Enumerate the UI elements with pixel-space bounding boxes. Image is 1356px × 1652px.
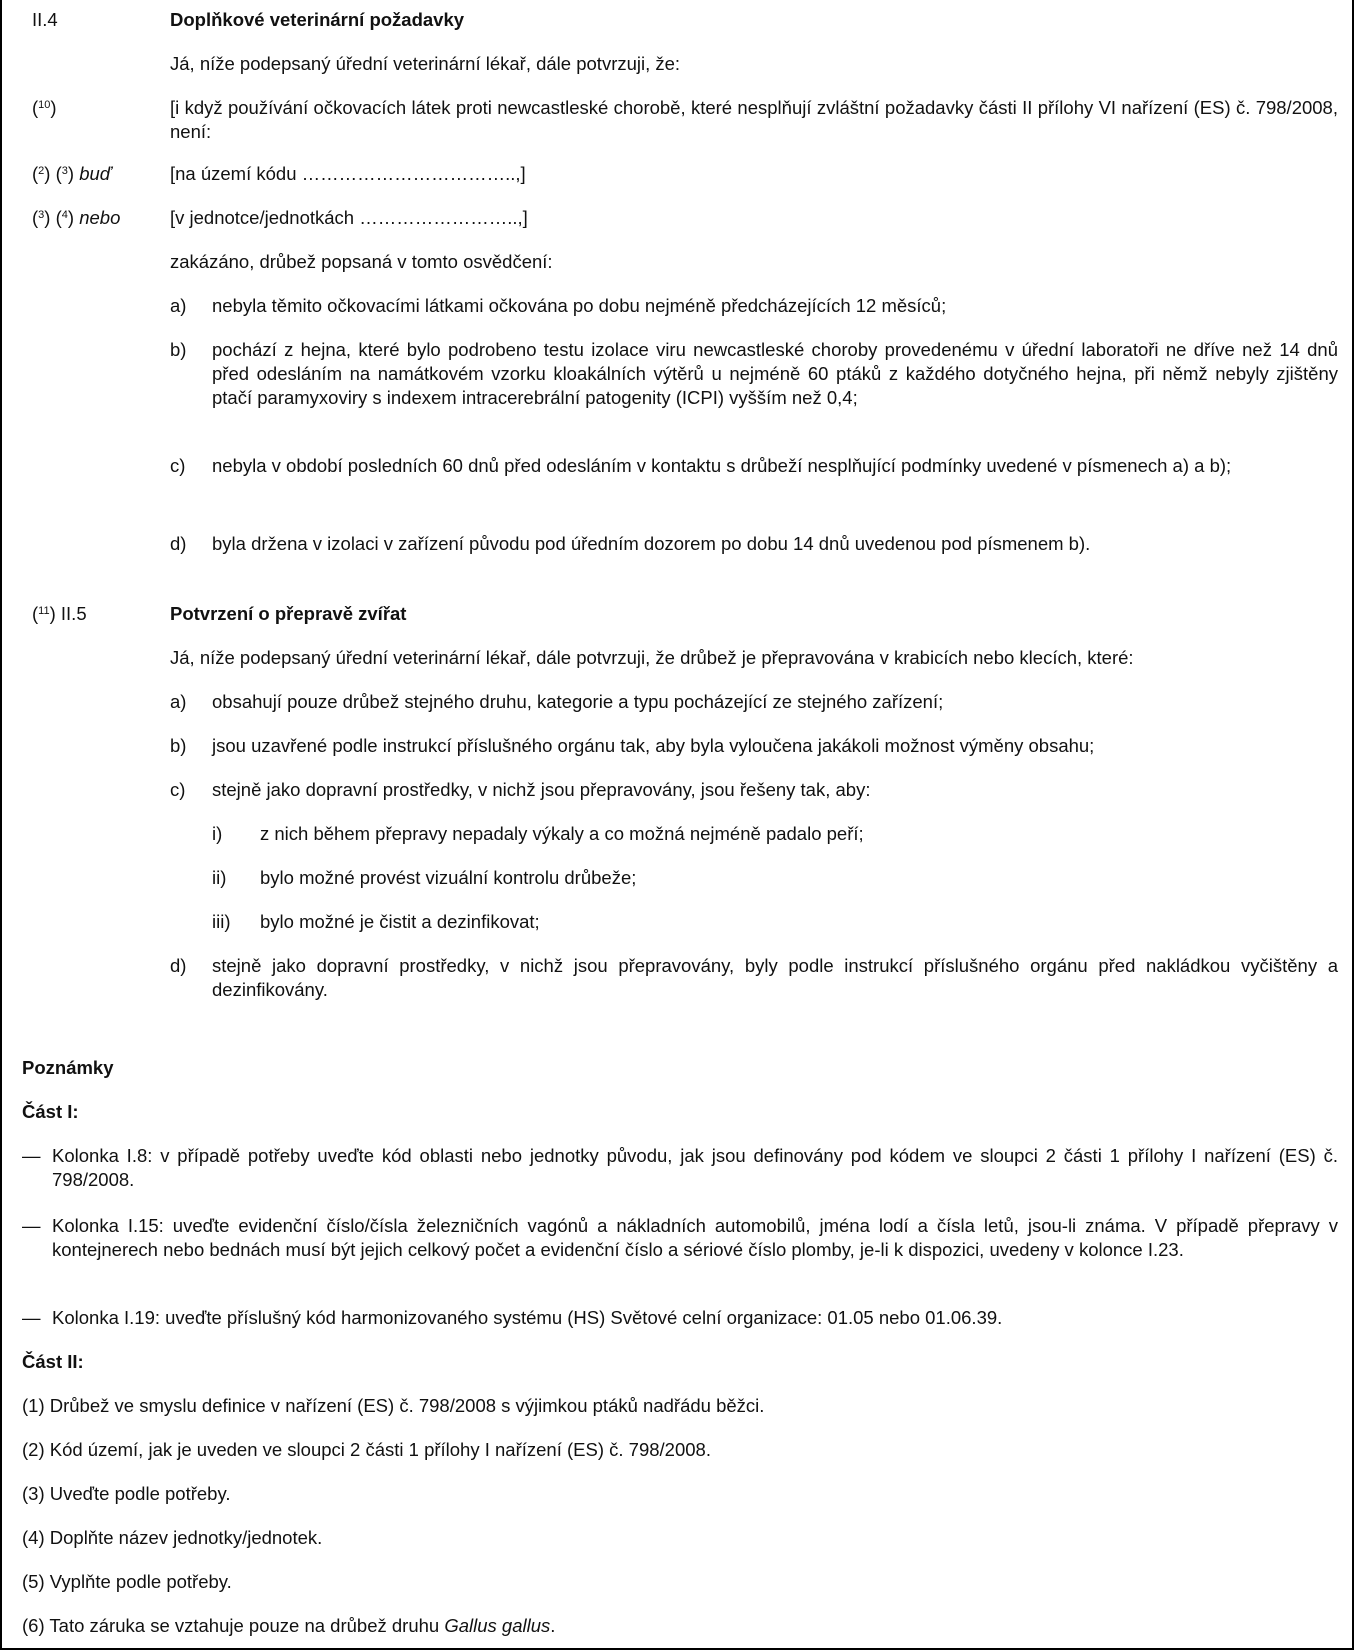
option-label: ($^3$) ($^4$) nebo: [32, 207, 121, 228]
section-intro: Já, níže podepsaný úřední veterinární lékař, dále potvrzuji, že:: [170, 53, 681, 74]
footnote-item: (5) Vyplňte podle potřeby.: [22, 1571, 232, 1592]
option-text: [v jednotce/jednotkách ……………………..,]: [170, 207, 528, 228]
footnote-item: (4) Doplňte název jednotky/jednotek.: [22, 1527, 323, 1548]
footnote-item: (1) Drůbež ve smyslu definice v nařízení (ES) č. 798/2008 s výjimkou ptáků nadřádu běžci.: [22, 1395, 765, 1416]
note-item: — Kolonka I.19: uveďte příslušný kód harmonizovaného systému (HS) Světové celní organizace: 01.05 nebo 01.06.39.: [22, 1307, 1003, 1328]
sub-list-item: iii) bylo možné je čistit a dezinfikovat;: [212, 911, 540, 932]
lead-text: zakázáno, drůbež popsaná v tomto osvědčení:: [170, 251, 553, 272]
list-item: c) nebyla v období posledních 60 dnů před odesláním v kontaktu s drůbeží nesplňující podmínky uvedené v písmenech a) a b);: [170, 455, 1232, 476]
list-item: d) byla držena v izolaci v zařízení původu pod úředním dozorem po dobu 14 dnů uvedenou pod písmenem b).: [170, 533, 1091, 554]
section-title: Potvrzení o přepravě zvířat: [170, 603, 407, 624]
footnote-item: (2) Kód území, jak je uveden ve sloupci 2 části 1 přílohy I nařízení (ES) č. 798/2008.: [22, 1439, 711, 1460]
list-item: a) obsahují pouze drůbež stejného druhu, kategorie a typu pocházející ze stejného zařízení;: [170, 691, 944, 712]
footnote-reference: ($^{10}$): [32, 97, 57, 118]
section-number: II.4: [32, 9, 58, 30]
list-item: a) nebyla těmito očkovacími látkami očkována po dobu nejméně předcházejících 12 měsíců;: [170, 295, 947, 316]
part-heading: Část I:: [22, 1101, 79, 1122]
sub-list-item: ii) bylo možné provést vizuální kontrolu drůbeže;: [212, 867, 637, 888]
list-item: b) pochází z hejna, které bylo podrobeno testu izolace viru newcastleské choroby provedenému v úřední laboratoři ne dříve než 14 dnů před odesláním na namátkovém vzorku kloakálních výtěrů u nejméně 60 ptáků z každého dotyčného hejna, při němž nebyly zjištěny ptačí paramyxoviry s indexem intracerebrální patogenity (ICPI) vyšším než 0,4;: [170, 339, 1338, 408]
notes-heading: Poznámky: [22, 1057, 114, 1078]
list-item: b) jsou uzavřené podle instrukcí příslušného orgánu tak, aby byla vyloučena jakákoli možnost výměny obsahu;: [170, 735, 1095, 756]
section-number: ($^{11}$) II.5: [32, 603, 87, 624]
part-heading: Část II:: [22, 1351, 84, 1372]
footnote-item: (3) Uveďte podle potřeby.: [22, 1483, 231, 1504]
option-text: [na území kódu ……………………………..,]: [170, 163, 526, 184]
list-item: c) stejně jako dopravní prostředky, v nichž jsou přepravovány, jsou řešeny tak, aby:: [170, 779, 871, 800]
section-title: Doplňkové veterinární požadavky: [170, 9, 465, 30]
sub-list-item: i) z nich během přepravy nepadaly výkaly a co možná nejméně padalo peří;: [212, 823, 864, 844]
option-label: ($^2$) ($^3$) buď: [32, 163, 112, 184]
note-item: — Kolonka I.8: v případě potřeby uveďte kód oblasti nebo jednotky původu, jak jsou definovány pod kódem ve sloupci 2 části 1 přílohy I nařízení (ES) č. 798/2008.: [22, 1145, 1338, 1190]
list-item: d) stejně jako dopravní prostředky, v nichž jsou přepravovány, byly podle instrukcí příslušného orgánu před nakládkou vyčištěny a dezinfikovány.: [170, 955, 1338, 1000]
note-item: — Kolonka I.15: uveďte evidenční číslo/čísla železničních vagónů a nákladních automobilů, jména lodí a čísla letů, jsou-li známa. V případě přepravy v kontejnerech nebo bednách musí být jejich celkový počet a evidenční číslo a sériové číslo plomby, je-li k dispozici, uvedeny v kolonce I.23.: [22, 1215, 1338, 1260]
condition-text: [i když používání očkovacích látek proti newcastleské chorobě, které nesplňují zvláštní požadavky části II přílohy VI nařízení (ES) č. 798/2008, není:: [170, 97, 1338, 142]
footnote-item: (6) Tato záruka se vztahuje pouze na drůbež druhu Gallus gallus.: [22, 1615, 556, 1636]
section-intro: Já, níže podepsaný úřední veterinární lékař, dále potvrzuji, že drůbež je přepravována v krabicích nebo klecích, které:: [170, 647, 1134, 668]
